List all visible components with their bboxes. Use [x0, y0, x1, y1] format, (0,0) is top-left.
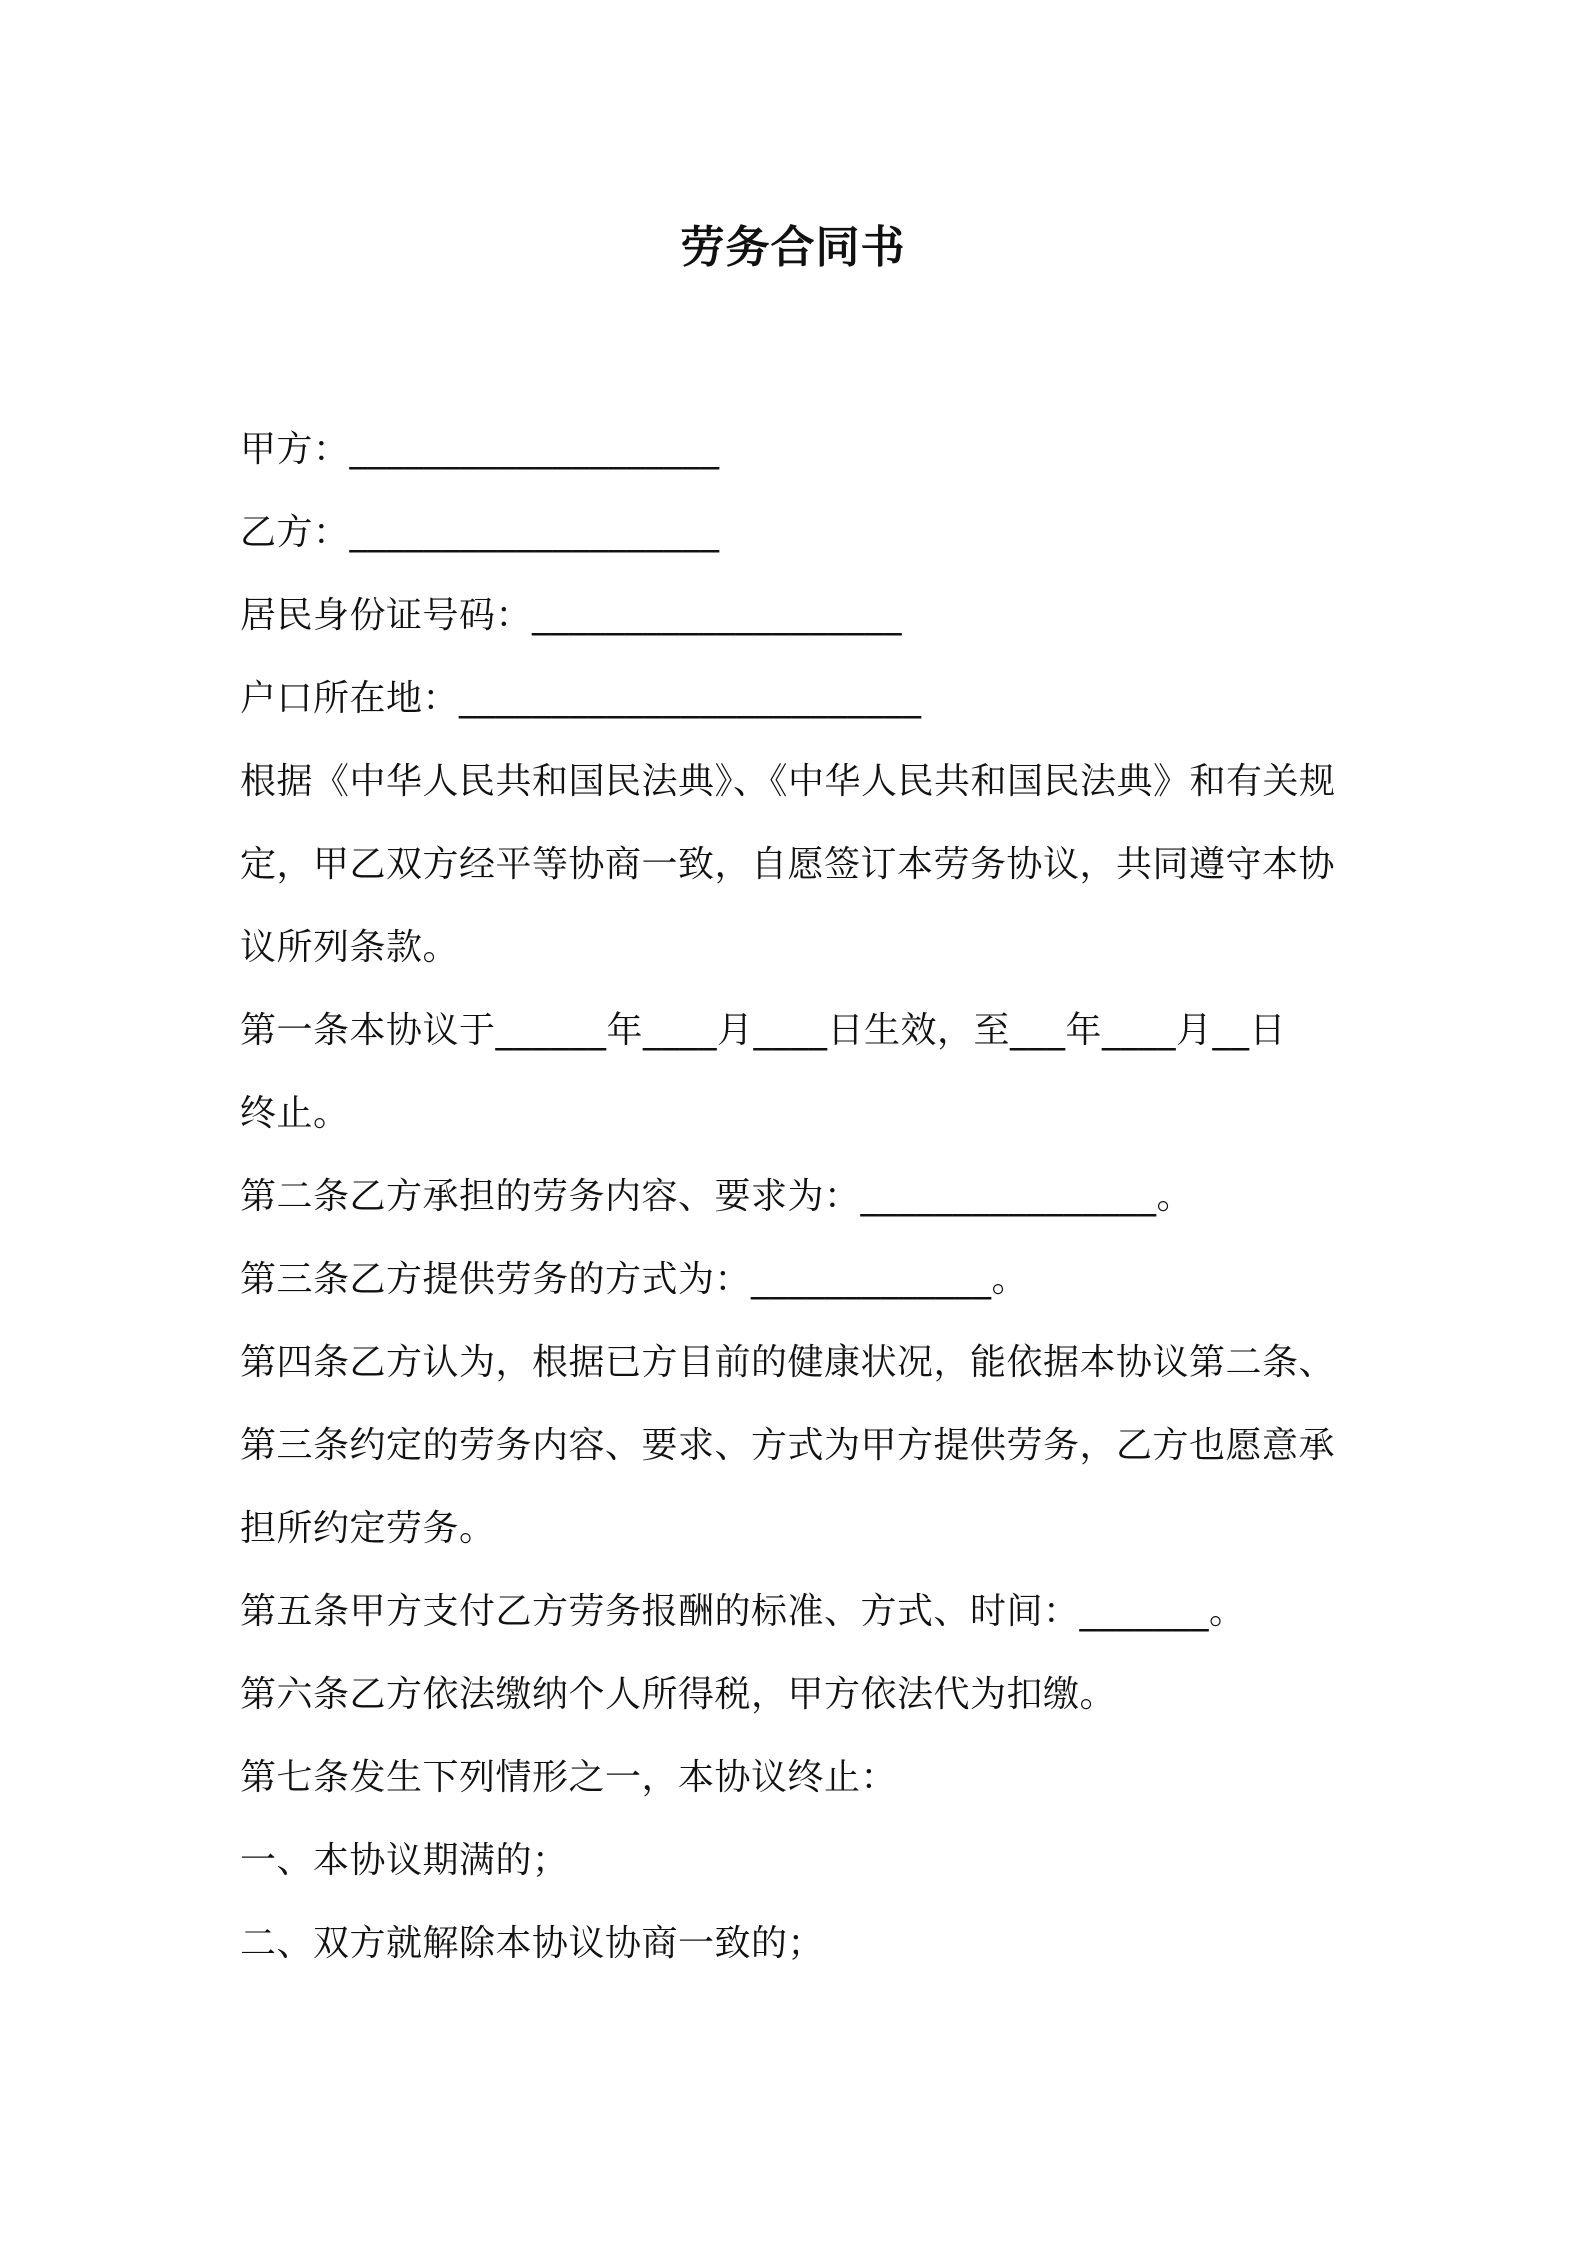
- party-b-line: 乙方：____________________: [240, 512, 720, 553]
- preamble-line-1: 根据《中华人民共和国民法典》、《中华人民共和国民法典》和有关规: [240, 761, 1336, 802]
- article-2-line: 第二条乙方承担的劳务内容、要求为：________________。: [240, 1176, 1194, 1217]
- preamble-line-3: 议所列条款。: [240, 927, 460, 968]
- household-registration-line: 户口所在地：_________________________: [240, 678, 922, 719]
- id-number-line: 居民身份证号码：____________________: [240, 595, 903, 636]
- article-6-line: 第六条乙方依法缴纳个人所得税，甲方依法代为扣缴。: [240, 1674, 1117, 1715]
- article-4-line-2: 第三条约定的劳务内容、要求、方式为甲方提供劳务，乙方也愿意承: [240, 1425, 1336, 1466]
- preamble-line-2: 定，甲乙双方经平等协商一致，自愿签订本劳务协议，共同遵守本协: [240, 844, 1336, 885]
- document-body: [240, 408, 1360, 1985]
- article-7-item-2: 二、双方就解除本协议协商一致的；: [240, 1923, 825, 1964]
- article-5-line: 第五条甲方支付乙方劳务报酬的标准、方式、时间：_______。: [240, 1591, 1246, 1632]
- article-4-line-1: 第四条乙方认为，根据已方目前的健康状况，能依据本协议第二条、: [240, 1342, 1336, 1383]
- article-1-line-1: 第一条本协议于______年____月____日生效，至___年____月__日: [240, 1010, 1287, 1051]
- party-a-line: 甲方：____________________: [240, 429, 720, 470]
- article-4-line-3: 担所约定劳务。: [240, 1508, 496, 1549]
- article-7-line: 第七条发生下列情形之一，本协议终止：: [240, 1757, 898, 1798]
- article-3-line: 第三条乙方提供劳务的方式为：_____________。: [240, 1259, 1029, 1300]
- article-1-line-2: 终止。: [240, 1093, 350, 1134]
- document-title: 劳务合同书: [680, 222, 906, 273]
- article-7-item-1: 一、本协议期满的；: [240, 1840, 569, 1881]
